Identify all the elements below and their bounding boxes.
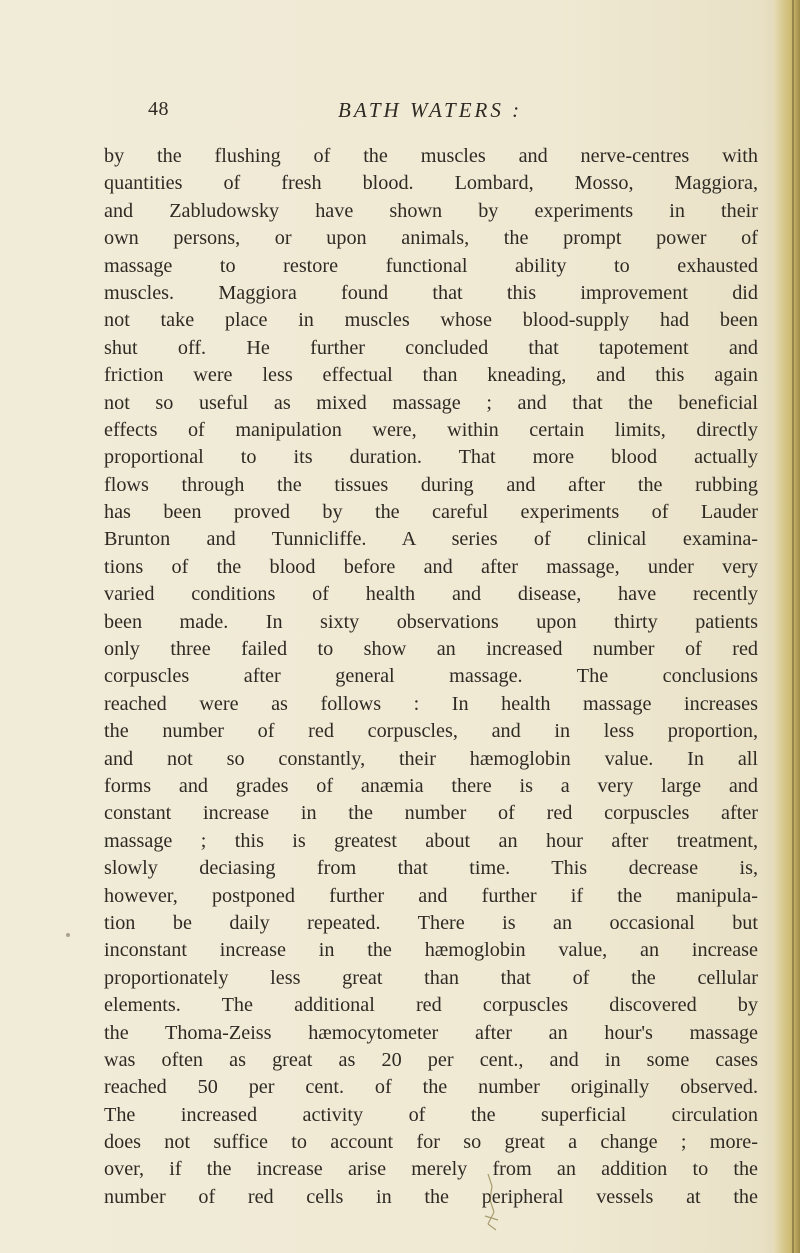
library-stamp-mark bbox=[482, 1172, 504, 1232]
text-line: was often as great as 20 per cent., and in some cases bbox=[104, 1048, 758, 1071]
text-line: quantities of fresh blood. Lombard, Mosso, Maggiora, bbox=[104, 172, 758, 195]
text-line: been made. In sixty observations upon thirty patients bbox=[104, 610, 758, 633]
text-line: not take place in muscles whose blood-supply had been bbox=[104, 309, 758, 332]
text-line: reached 50 per cent. of the number originally observed. bbox=[104, 1076, 758, 1099]
text-line: has been proved by the careful experiments of Lauder bbox=[104, 501, 758, 524]
text-line: proportional to its duration. That more blood actually bbox=[104, 446, 758, 469]
text-line: elements. The additional red corpuscles discovered by bbox=[104, 994, 758, 1017]
text-line: tions of the blood before and after massage, under very bbox=[104, 555, 758, 578]
text-line: reached were as follows : In health massage increases bbox=[104, 692, 758, 715]
text-line: by the flushing of the muscles and nerve-centres with bbox=[104, 145, 758, 167]
text-line: shut off. He further concluded that tapotement and bbox=[104, 336, 758, 359]
text-line: corpuscles after general massage. The conclusions bbox=[104, 665, 758, 688]
paper-speck bbox=[66, 933, 70, 937]
text-line: and not so constantly, their hæmoglobin value. In all bbox=[104, 747, 758, 770]
page-number: 48 bbox=[148, 98, 169, 120]
text-line: number of red cells in the peripheral vessels at the bbox=[104, 1185, 758, 1208]
text-line: massage to restore functional ability to exhausted bbox=[104, 254, 758, 277]
text-line: tion be daily repeated. There is an occasional but bbox=[104, 911, 758, 934]
text-line: over, if the increase arise merely from an addition to the bbox=[104, 1158, 758, 1181]
text-line: and Zabludowsky have shown by experiments in their bbox=[104, 199, 758, 222]
text-line: The increased activity of the superficial circulation bbox=[104, 1103, 758, 1126]
text-line: proportionately less great than that of the cellular bbox=[104, 966, 758, 989]
text-line: does not suffice to account for so great a change ; more- bbox=[104, 1131, 758, 1154]
text-line: however, postponed further and further if the manipula- bbox=[104, 884, 758, 907]
text-line: Brunton and Tunnicliffe. A series of clinical examina- bbox=[104, 528, 758, 551]
body-text bbox=[104, 143, 758, 1211]
text-line: effects of manipulation were, within certain limits, directly bbox=[104, 418, 758, 441]
text-line: the Thoma-Zeiss hæmocytometer after an hour's massage bbox=[104, 1021, 758, 1044]
text-line: the number of red corpuscles, and in less proportion, bbox=[104, 720, 758, 743]
text-line: flows through the tissues during and after the rubbing bbox=[104, 473, 758, 496]
text-line: constant increase in the number of red corpuscles after bbox=[104, 802, 758, 825]
text-line: own persons, or upon animals, the prompt power of bbox=[104, 227, 758, 250]
text-line: slowly deciasing from that time. This decrease is, bbox=[104, 857, 758, 880]
page-header bbox=[148, 98, 608, 128]
running-head: BATH WATERS : bbox=[338, 98, 523, 122]
text-line: not so useful as mixed massage ; and that the beneficial bbox=[104, 391, 758, 414]
text-line: varied conditions of health and disease, have recently bbox=[104, 583, 758, 606]
page-edge bbox=[772, 0, 800, 1253]
page-edge-line bbox=[792, 0, 794, 1253]
text-line: massage ; this is greatest about an hour after treatment, bbox=[104, 829, 758, 852]
text-line: friction were less effectual than kneading, and this again bbox=[104, 364, 758, 387]
text-line: muscles. Maggiora found that this improvement did bbox=[104, 281, 758, 304]
text-line: only three failed to show an increased number of red bbox=[104, 638, 758, 661]
text-line: forms and grades of anæmia there is a very large and bbox=[104, 774, 758, 797]
text-line: inconstant increase in the hæmoglobin value, an increase bbox=[104, 939, 758, 962]
